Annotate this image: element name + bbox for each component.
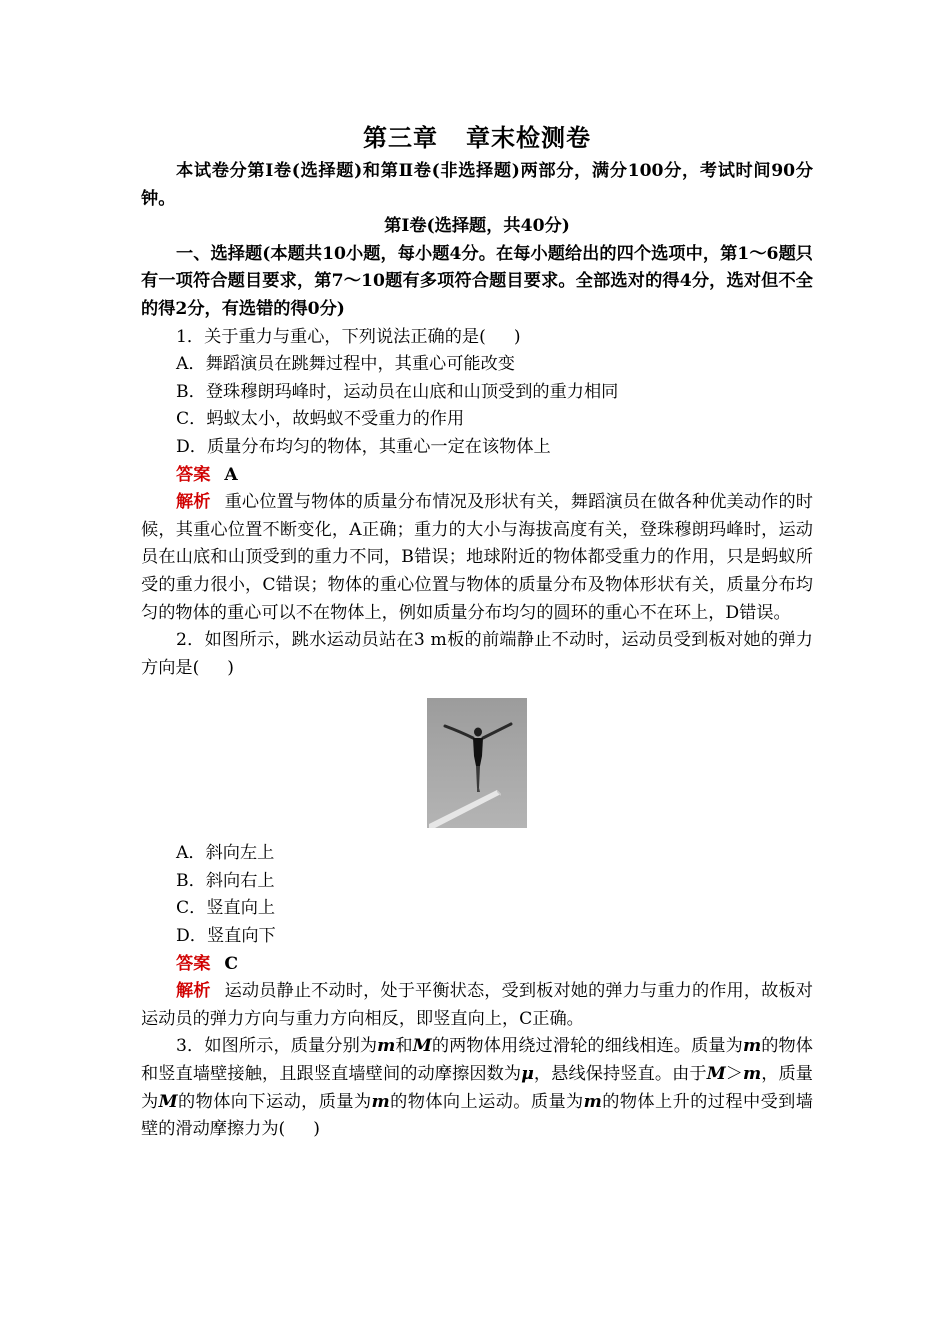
answer-label: 答案 — [176, 953, 211, 974]
intro-text: 本试卷分第Ⅰ卷(选择题)和第Ⅱ卷(非选择题)两部分，满分100分，考试时间90分钟。 — [141, 161, 813, 209]
q2-analysis-text: 运动员静止不动时，处于平衡状态，受到板对她的弹力与重力的作用，故板对运动员的弹力方向与重力方向相反，即竖直向上，C正确。 — [141, 981, 813, 1029]
q1-option-d: D．质量分布均匀的物体，其重心一定在该物体上 — [176, 436, 551, 457]
q3-stem: 3．如图所示，质量分别为m和M的两物体用绕过滑轮的细线相连。质量为m的物体和竖直墙壁接触，且跟竖直墙壁间的动摩擦因数为μ，悬线保持竖直。由于M＞m，质量为M的物体向下运动，质量为m的物体向上运动。质量为m的物体上升的过程中受到墙壁的滑动摩擦力为( ) — [141, 1036, 813, 1140]
q2-analysis — [141, 978, 813, 1033]
q1-option-b: B．登珠穆朗玛峰时，运动员在山底和山顶受到的重力相同 — [176, 381, 619, 402]
q1-option-c: C．蚂蚁太小，故蚂蚁不受重力的作用 — [176, 409, 465, 430]
section1-instructions: 一、选择题(本题共10小题，每小题4分。在每小题给出的四个选项中，第1～6题只有一项符合题目要求，第7～10题有多项符合题目要求。全部选对的得4分，选对但不全的得2分，有选错的得0分) — [141, 243, 813, 319]
q1-answer-value: A — [224, 464, 238, 485]
analysis-label: 解析 — [176, 492, 211, 513]
q1-answer — [141, 462, 813, 490]
q1-analysis — [141, 489, 813, 627]
q2-stem: 2．如图所示，跳水运动员站在3 m板的前端静止不动时，运动员受到板对她的弹力方向是( ) — [141, 630, 813, 678]
q2-answer — [141, 951, 813, 979]
document-page — [141, 118, 813, 1144]
q2-answer-value: C — [224, 953, 239, 974]
q2-option-c: C．竖直向上 — [176, 898, 276, 919]
title-name: 章末检测卷 — [466, 123, 591, 152]
answer-label: 答案 — [176, 464, 211, 485]
q1-analysis-text: 重心位置与物体的质量分布情况及形状有关，舞蹈演员在做各种优美动作的时候，其重心位置不断变化，A正确；重力的大小与海拔高度有关，登珠穆朗玛峰时，运动员在山底和山顶受到的重力不同，B错误；地球附近的物体都受重力的作用，只是蚂蚁所受的重力很小，C错误；物体的重心位置与物体的质量分布及物体形状有关，质量分布均匀的物体的重心可以不在物体上，例如质量分布均匀的圆环的重心不在环上，D错误。 — [141, 492, 813, 623]
q2-option-d: D．竖直向下 — [176, 926, 276, 947]
q2-option-a: A．斜向左上 — [176, 843, 275, 864]
title-chapter: 第三章 — [363, 123, 438, 152]
q2-figure — [141, 698, 813, 828]
q1-option-a: A．舞蹈演员在跳舞过程中，其重心可能改变 — [176, 354, 515, 375]
page-title — [141, 118, 813, 158]
diver-on-springboard-photo-icon — [427, 698, 527, 828]
q2-option-b: B．斜向右上 — [176, 870, 275, 891]
section1-title: 第Ⅰ卷(选择题，共40分) — [384, 216, 570, 237]
analysis-label: 解析 — [176, 981, 211, 1002]
q1-stem: 1．关于重力与重心，下列说法正确的是( ) — [176, 326, 521, 347]
